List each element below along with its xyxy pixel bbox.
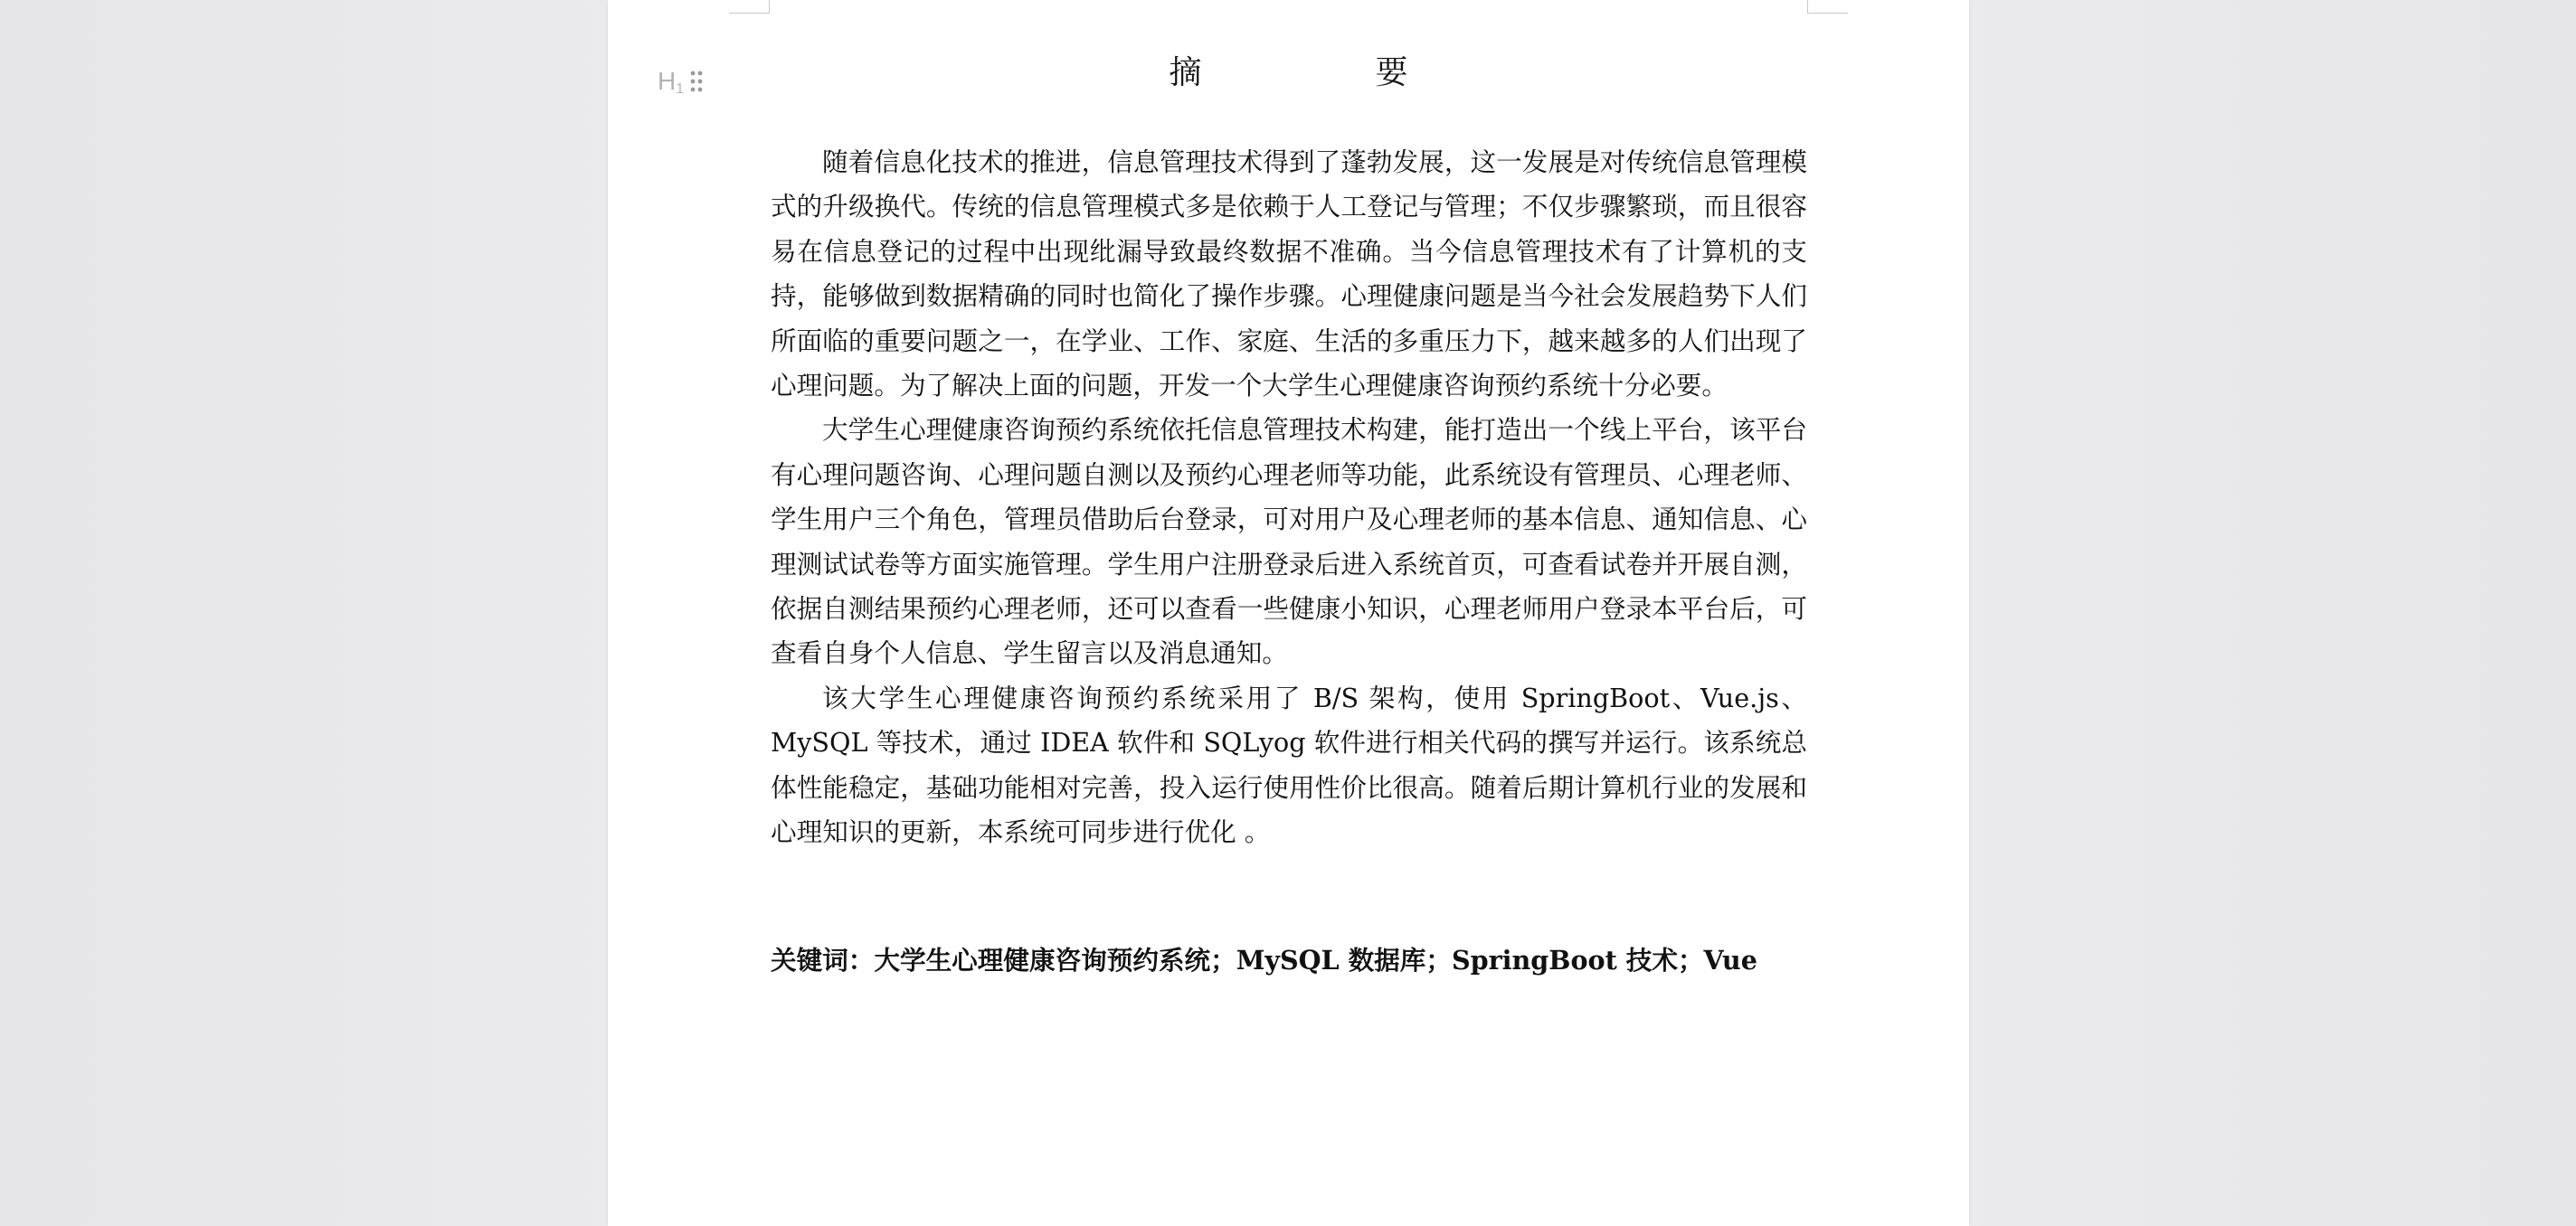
paragraph[interactable]: 大学生心理健康咨询预约系统依托信息管理技术构建，能打造出一个线上平台，该平台有心理问题咨询、心理问题自测以及预约心理老师等功能，此系统设有管理员、心理老师、学生用户三个角色，管理员借助后台登录，可对用户及心理老师的基本信息、通知信息、心理测试试卷等方面实施管理。学生用户注册登录后进入系统首页，可查看试卷并开展自测，依据自测结果预约心理老师，还可以查看一些健康小知识，心理老师用户登录本平台后，可查看自身个人信息、学生留言以及消息通知。: [771, 414, 1807, 669]
keywords-line[interactable]: 关键词：大学生心理健康咨询预约系统；MySQL 数据库；SpringBoot 技术；Vue: [771, 945, 1757, 976]
heading-1-icon[interactable]: $H_1$: [658, 67, 685, 97]
document-page[interactable]: [608, 0, 1969, 1226]
margin-mark-right: [1807, 0, 1848, 14]
page-title[interactable]: 摘 要: [1169, 54, 1444, 91]
paragraph[interactable]: 随着信息化技术的推进，信息管理技术得到了蓬勃发展，这一发展是对传统信息管理模式的升级换代。传统的信息管理模式多是依赖于人工登记与管理；不仅步骤繁琐，而且很容易在信息登记的过程中出现纰漏导致最终数据不准确。当今信息管理技术有了计算机的支持，能够做到数据精确的同时也简化了操作步骤。心理健康问题是当今社会发展趋势下人们所面临的重要问题之一，在学业、工作、家庭、生活的多重压力下，越来越多的人们出现了心理问题。为了解决上面的问题，开发一个大学生心理健康咨询预约系统十分必要。: [771, 146, 1807, 401]
margin-mark-left: [729, 0, 770, 14]
paragraph[interactable]: 该大学生心理健康咨询预约系统采用了 B/S 架构，使用 SpringBoot、Vue.js、MySQL 等技术，通过 IDEA 软件和 SQLyog 软件进行相关代码的撰写并运行。该系统总体性能稳定，基础功能相对完善，投入运行使用性价比很高。随着后期计算机行业的发展和心理知识的更新，本系统可同步进行优化 。: [771, 682, 1807, 848]
abstract-body[interactable]: [771, 140, 1807, 855]
